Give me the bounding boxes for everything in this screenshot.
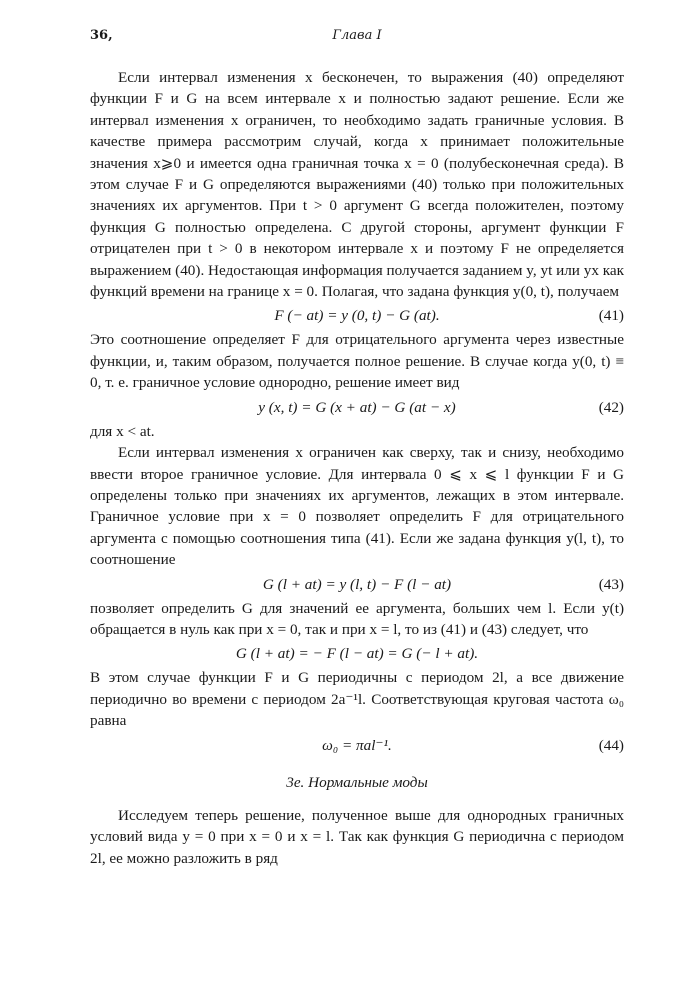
equation-43-number: (43) xyxy=(598,575,624,593)
paragraph-condition: для x < at. xyxy=(90,422,155,440)
paragraph-bounded-interval: Если интервал изменения x ограничен как сверху, так и снизу, необходимо ввести второе граничное условие. Для интервала 0 ⩽ x ⩽ l функции F и G определены только при значениях их аргументов, лежащих в этом интервале. Граничное условие при x = 0 позволяет определить F для отрицательного аргумента с помощью соотношения типа (41). Если же задана функция y(l, t), то соотношение xyxy=(90,444,624,569)
equation-42-number: (42) xyxy=(598,398,624,416)
equation-41-formula: F (− at) = y (0, t) − G (at). xyxy=(274,307,440,325)
page-number: 36, xyxy=(90,28,113,43)
section-heading: 3е. Нормальные моды xyxy=(286,773,428,791)
equation-42 xyxy=(90,395,624,420)
paragraph-boundary-conditions: Если интервал изменения x бесконечен, то выражения (40) определяют функции F и G на всем интервале x и полностью задают решение. Если же интервал изменения x ограничен, то необходимо задать граничные условия. В качестве примера рассмотрим случай, когда x принимает положительные значения x⩾0 и имеется одна граничная точка x = 0 (полубесконечная среда). В этом случае F и G определяются выражениями (40) только при положительных значениях их аргументов. При t > 0 аргумент G всегда положителен, поэтому функция G полностью определена. С другой стороны, аргумент функции F отрицателен при t > 0 в некотором интервале x и поэтому F не определяется выражением (40). Недостающая информация получается заданием y, yt или yx как функций времени на границе x = 0. Полагая, что задана функция y(0, t), получаем xyxy=(90,69,624,301)
equation-41 xyxy=(90,303,624,328)
running-head xyxy=(90,28,624,50)
equation-unnumbered-formula: G (l + at) = − F (l − at) = G (− l + at). xyxy=(235,645,479,663)
paragraph-normal-modes: Исследуем теперь решение, полученное выше для однородных граничных условий вида y = 0 при x = 0 и x = l. Так как функция G периодична с периодом 2l, ее можно разложить в ряд xyxy=(90,806,624,867)
equation-43-formula: G (l + at) = y (l, t) − F (l − at) xyxy=(262,575,452,593)
page-body xyxy=(90,67,624,869)
equation-unnumbered xyxy=(90,641,624,666)
equation-41-number: (41) xyxy=(598,307,624,325)
equation-44-formula: ω₀ = πal⁻¹. xyxy=(322,736,392,754)
chapter-title: Глава I xyxy=(332,28,382,43)
equation-44 xyxy=(90,733,624,758)
equation-42-formula: y (x, t) = G (x + at) − G (at − x) xyxy=(258,398,456,416)
equation-44-number: (44) xyxy=(598,736,624,754)
paragraph-period: В этом случае функции F и G периодичны с периодом 2l, а все движение периодично во времени с периодом 2a⁻¹l. Соответствующая круговая частота ω₀ равна xyxy=(90,669,624,730)
equation-43 xyxy=(90,572,624,597)
paragraph-periodicity: позволяет определить G для значений ее аргумента, больших чем l. Если y(t) обращается в нуль как при x = 0, так и при x = l, то из (41) и (43) следует, что xyxy=(90,599,624,638)
paragraph-full-solution: Это соотношение определяет F для отрицательного аргумента через известные функции, и, таким образом, получается полное решение. В случае когда y(0, t) ≡ 0, т. е. граничное условие однородно, решение имеет вид xyxy=(90,331,624,392)
